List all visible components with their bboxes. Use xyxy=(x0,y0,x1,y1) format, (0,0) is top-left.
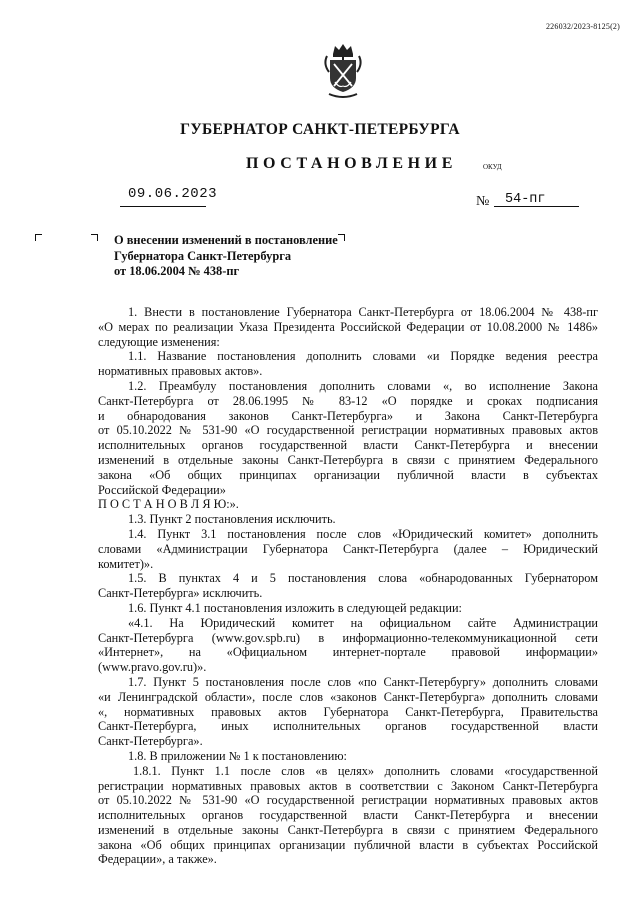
body-line: 1.3. Пункт 2 постановления исключить. xyxy=(128,512,336,527)
body-line: 1.7. Пункт 5 постановления после слов «по Санкт-Петербургу» дополнить словами xyxy=(128,674,598,689)
body-line: Санкт-Петербурга (www.gov.spb.ru) в информационно-телекоммуникационной сети xyxy=(98,630,598,645)
body-line: Российской Федерации» xyxy=(98,482,226,497)
body-line: «и Ленинградской области», после слов «законов Санкт-Петербурга» дополнить словами xyxy=(98,689,598,704)
body-line: (www.pravo.gov.ru)». xyxy=(98,660,207,675)
body-line: изменений в отдельные законы Санкт-Петербурга в связи с принятием Федерального xyxy=(98,822,598,837)
body-line: Санкт-Петербурга, иных исполнительных органов государственной власти xyxy=(98,719,598,734)
number-underline xyxy=(494,206,579,207)
corner-bracket xyxy=(338,234,345,241)
body-line: изменений в отдельные законы Санкт-Петербурга в связи с принятием Федерального xyxy=(98,452,598,467)
date-underline xyxy=(120,206,206,207)
body-line: исполнительных органов государственной власти Санкт-Петербурга и внесении xyxy=(98,808,598,823)
body-line: «Интернет», на «Официальном интернет-портале правовой информации» xyxy=(98,645,598,660)
body-line: 1.4. Пункт 3.1 постановления после слов «Юридический комитет» дополнить xyxy=(128,526,598,541)
body-line: словами «Администрации Губернатора Санкт-Петербурга (далее – Юридический xyxy=(98,541,598,556)
subject-line: от 18.06.2004 № 438-пг xyxy=(114,264,240,279)
body-line: нормативных правовых актов». xyxy=(98,364,263,379)
document-date: 09.06.2023 xyxy=(128,186,218,202)
body-line: Санкт-Петербурга». xyxy=(98,734,203,749)
body-line: Санкт-Петербурга» исключить. xyxy=(98,586,263,601)
body-line: и обнародования законов Санкт-Петербурга» и Закона Санкт-Петербурга xyxy=(98,408,598,423)
body-line: комитет)». xyxy=(98,556,154,571)
body-line: 1.8. В приложении № 1 к постановлению: xyxy=(128,748,347,763)
body-line: исполнительных органов государственной власти Санкт-Петербурга и внесении xyxy=(98,438,598,453)
body-line: 1.1. Название постановления дополнить словами «и Порядке ведения реестра xyxy=(128,349,598,364)
body-line: 1.8.1. Пункт 1.1 после слов «в целях» дополнить словами «государственной xyxy=(133,763,598,778)
corner-bracket xyxy=(91,234,98,241)
body-line: закона «Об общих принципах организации публичной власти в субъектах xyxy=(98,467,598,482)
body-line: от 05.10.2022 № 531-90 «О государственной регистрации нормативных правовых актов xyxy=(98,793,598,808)
coat-of-arms-icon xyxy=(321,42,365,102)
number-sign: № xyxy=(476,194,490,209)
document-number: 226032/2023-8125(2) xyxy=(545,22,620,31)
body-line: следующие изменения: xyxy=(98,334,220,349)
document-number-value: 54-пг xyxy=(505,192,546,207)
body-line: 1.2. Преамбулу постановления дополнить словами «, во исполнение Закона xyxy=(128,378,598,393)
body-line: 1.6. Пункт 4.1 постановления изложить в следующей редакции: xyxy=(128,600,462,615)
okud-label: ОКУД xyxy=(483,163,502,171)
body-line: «, нормативных правовых актов Губернатора Санкт-Петербурга, Правительства xyxy=(98,704,598,719)
body-line: «4.1. На Юридический комитет на официальном сайте Администрации xyxy=(128,615,598,630)
document-body xyxy=(98,305,598,867)
body-line: «О мерах по реализации Указа Президента Российской Федерации от 10.08.2000 № 1486» xyxy=(98,319,598,334)
body-line: регистрации нормативных правовых актов в соответствии с Законом Санкт-Петербурга xyxy=(98,778,598,793)
body-line: Федерации», а также». xyxy=(98,852,217,867)
body-line: Санкт-Петербурга от 28.06.1995 № 83-12 «О порядке и сроках подписания xyxy=(98,393,598,408)
subject-line: Губернатора Санкт-Петербурга xyxy=(114,248,292,263)
body-line: 1.5. В пунктах 4 и 5 постановления слова «обнародованных Губернатором xyxy=(128,571,598,586)
corner-bracket xyxy=(35,234,42,241)
document-subject xyxy=(114,233,338,280)
body-line: 1. Внести в постановление Губернатора Санкт-Петербурга от 18.06.2004 № 438-пг xyxy=(128,305,598,319)
subject-line: О внесении изменений в постановление xyxy=(114,233,338,247)
body-line: закона «Об общих принципах организации публичной власти в субъектах Российской xyxy=(98,837,598,852)
document-type-title: ПОСТАНОВЛЕНИЕ xyxy=(246,155,457,172)
authority-title: ГУБЕРНАТОР САНКТ-ПЕТЕРБУРГА xyxy=(180,121,460,138)
body-line: от 05.10.2022 № 531-90 «О государственной регистрации нормативных правовых актов xyxy=(98,423,598,438)
body-line: П О С Т А Н О В Л Я Ю:». xyxy=(98,497,239,512)
